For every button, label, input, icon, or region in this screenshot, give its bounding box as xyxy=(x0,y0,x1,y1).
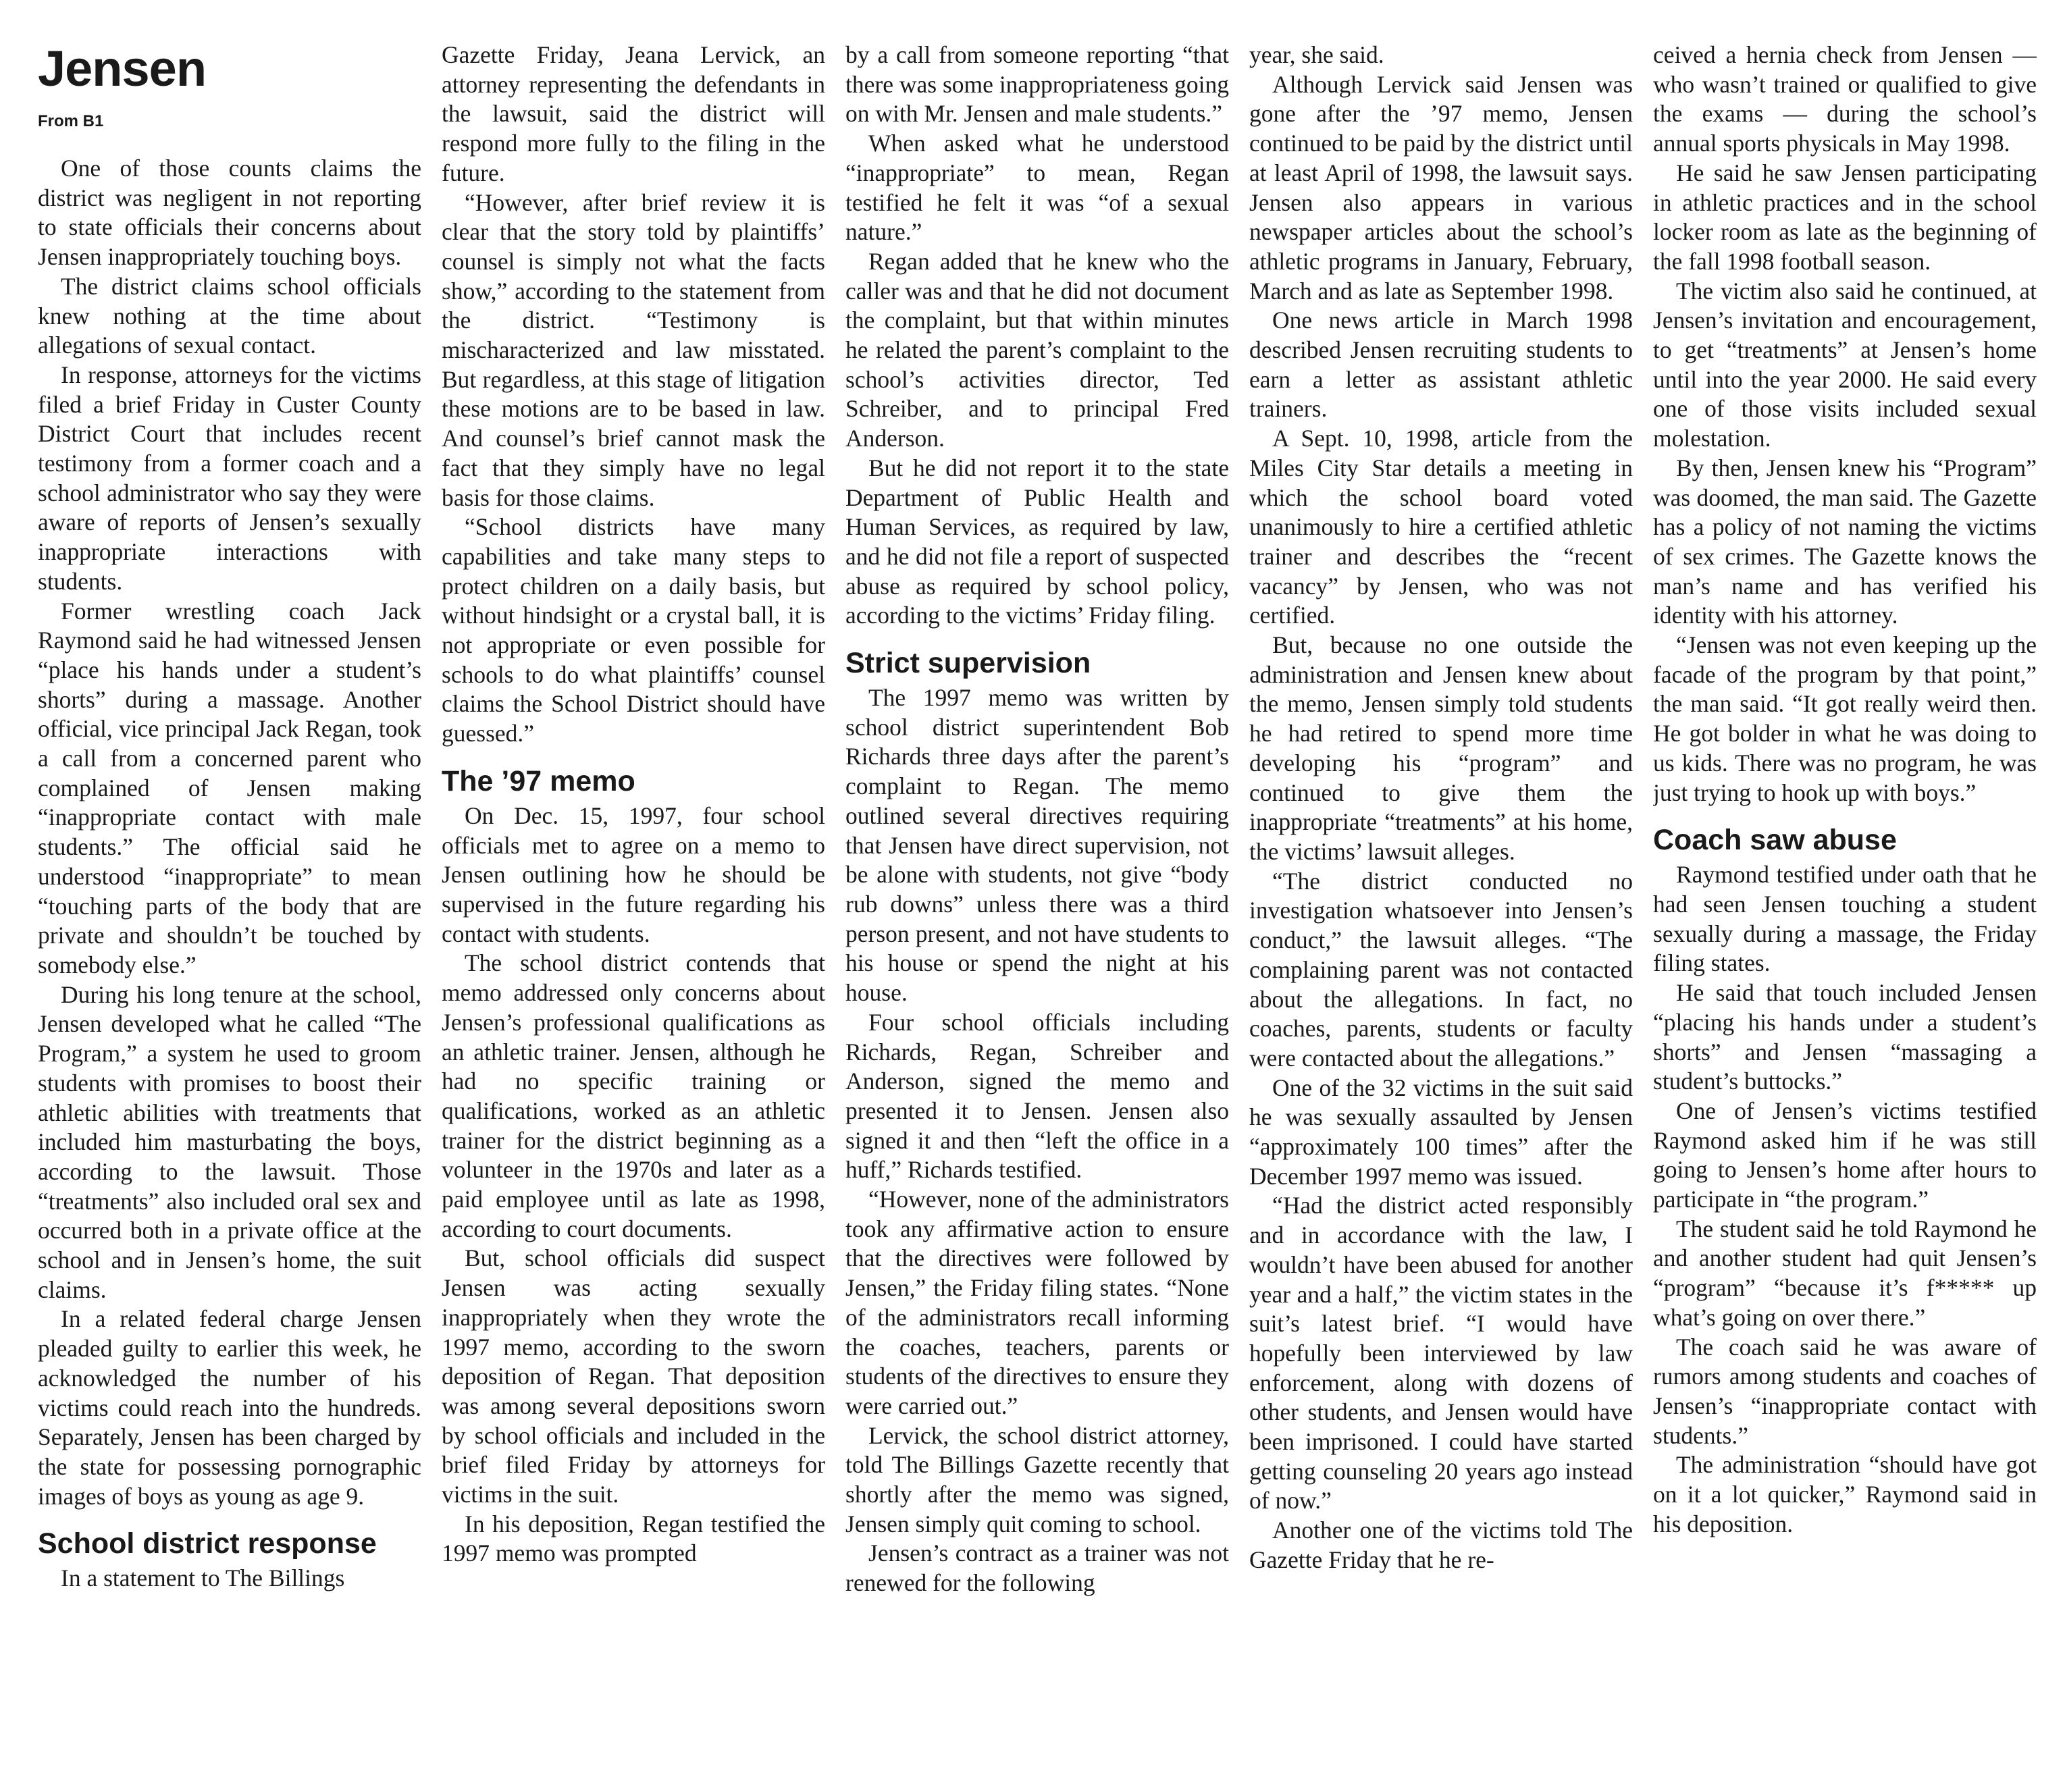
paragraph: The district claims school officials knew nothing at the time about allegations of sexual contact. xyxy=(38,272,421,359)
paragraph: “Jensen was not even keeping up the facade of the program by that point,” the man said. “It got really weird then. He got bolder in what he was doing to us kids. There was no program, he was just trying to hook up with boys.” xyxy=(1653,631,2037,806)
column-2-body xyxy=(442,41,825,1569)
paragraph: ceived a hernia check from Jensen — who wasn’t trained or qualified to give the exams — during the school’s annual sports physicals in May 1998. xyxy=(1653,41,2037,157)
column-4 xyxy=(1249,41,1633,1776)
paragraph: The student said he told Raymond he and another student had quit Jensen’s “program” “because it’s f***** up what’s going on over there.” xyxy=(1653,1215,2037,1331)
paragraph: One of those counts claims the district was negligent in not reporting to state officials their concerns about Jensen inappropriately touching boys. xyxy=(38,155,421,271)
paragraph: During his long tenure at the school, Jensen developed what he called “The Program,” a system he used to groom students with promises to boost their athletic abilities with treatments that included him masturbating the boys, according to the lawsuit. Those “treatments” also included oral sex and occurred both in a private office at the school and in Jensen’s home, the suit claims. xyxy=(38,980,421,1303)
paragraph: “Had the district acted responsibly and in accordance with the law, I wouldn’t have been abused for another year and a half,” the victim states in the suit’s latest brief. “I would have hopefully been interviewed by law enforcement, along with dozens of other students, and Jensen would have been imprisoned. I could have started getting counseling 20 years ago instead of now.” xyxy=(1249,1192,1633,1514)
paragraph: Raymond testified under oath that he had seen Jensen touching a student sexually during a massage, the Friday filing states. xyxy=(1653,861,2037,977)
paragraph: In a related federal charge Jensen pleaded guilty to earlier this week, he acknowledged the number of his victims could reach into the hundreds. Separately, Jensen has been charged by the state for possessing pornographic images of boys as young as age 9. xyxy=(38,1305,421,1510)
subhead: School district response xyxy=(38,1527,377,1560)
paragraph: year, she said. xyxy=(1249,41,1384,68)
column-5 xyxy=(1653,41,2037,1776)
paragraph: “However, none of the administrators took any affirmative action to ensure that the directives were followed by Jensen,” the Friday filing states. “None of the administrators recall informing the coaches, teachers, parents or students of the directives to ensure they were carried out.” xyxy=(845,1186,1229,1419)
paragraph: The school district contends that memo addressed only concerns about Jensen’s professional qualifications as an athletic trainer. Jensen, although he had no specific training or qualifications, worked as an athletic trainer for the district beginning as a volunteer in the 1970s and later as a paid employee until as late as 1998, according to court documents. xyxy=(442,949,825,1242)
paragraph: Lervick, the school district attorney, told The Billings Gazette recently that shortly after the memo was signed, Jensen simply quit coming to school. xyxy=(845,1421,1229,1537)
paragraph: “However, after brief review it is clear that the story told by plaintiffs’ counsel is simply not what the facts show,” according to the statement from the district. “Testimony is mischaracterized and law misstated. But regardless, at this stage of litigation these motions are to be based in law. And counsel’s brief cannot mask the fact that they simply have no legal basis for those claims. xyxy=(442,188,825,511)
jump-line: From B1 xyxy=(38,112,104,130)
paragraph: A Sept. 10, 1998, article from the Miles City Star details a meeting in which the school board voted unanimously to hire a certified athletic trainer and describes the “recent vacancy” by Jensen, who was not certified. xyxy=(1249,425,1633,629)
paragraph: Jensen’s contract as a trainer was not renewed for the following xyxy=(845,1539,1229,1597)
paragraph: But he did not report it to the state Department of Public Health and Human Services, as required by law, and he did not file a report of suspected abuse as required by school policy, according to the victims’ Friday filing. xyxy=(845,454,1229,629)
paragraph: The coach said he was aware of rumors among students and coaches of Jensen’s “inappropriate contact with students.” xyxy=(1653,1333,2037,1449)
paragraph: One of the 32 victims in the suit said he was sexually assaulted by Jensen “approximately 100 times” after the December 1997 memo was issued. xyxy=(1249,1074,1633,1190)
paragraph: But, because no one outside the administration and Jensen knew about the memo, Jensen simply told students he had retired to spend more time developing his “program” and continued to give them the inappropriate “treatments” at his home, the victims’ lawsuit alleges. xyxy=(1249,631,1633,865)
paragraph: Four school officials including Richards, Regan, Schreiber and Anderson, signed the memo and presented it to Jensen. Jensen also signed it and then “left the office in a huff,” Richards testified. xyxy=(845,1008,1229,1184)
paragraph: In response, attorneys for the victims filed a brief Friday in Custer County District Court that includes recent testimony from a former coach and a school administrator who say they were aware of reports of Jensen’s sexually inappropriate interactions with students. xyxy=(38,361,421,595)
column-1-body xyxy=(38,154,421,1593)
paragraph: The administration “should have got on it a lot quicker,” Raymond said in his deposition. xyxy=(1653,1451,2037,1537)
paragraph: Former wrestling coach Jack Raymond said he had witnessed Jensen “place his hands under a student’s shorts” during a massage. Another official, vice principal Jack Regan, took a call from a concerned parent who complained of Jensen making “inappropriate contact with male students.” The official said he understood “inappropriate” to mean “touching parts of the body that are private and shouldn’t be touched by somebody else.” xyxy=(38,597,421,978)
paragraph: “The district conducted no investigation whatsoever into Jensen’s conduct,” the lawsuit alleges. “The complaining parent was not contacted about the allegations. In fact, no coaches, parents, students or faculty were contacted about the allegations.” xyxy=(1249,867,1633,1072)
column-3 xyxy=(845,41,1229,1776)
paragraph: One news article in March 1998 described Jensen recruiting students to earn a letter as assistant athletic trainers. xyxy=(1249,307,1633,423)
column-1 xyxy=(38,41,421,1776)
paragraph: One of Jensen’s victims testified Raymond asked him if he was still going to Jensen’s home after hours to participate in “the program.” xyxy=(1653,1097,2037,1213)
paragraph: But, school officials did suspect Jensen was acting sexually inappropriately when they wrote the 1997 memo, according to the sworn deposition of Regan. That deposition was among several depositions sworn by school officials and included in the brief filed Friday by attorneys for victims in the suit. xyxy=(442,1244,825,1508)
paragraph: In a statement to The Billings xyxy=(61,1564,345,1592)
paragraph: Although Lervick said Jensen was gone after the ’97 memo, Jensen continued to be paid by the district until at least April of 1998, the lawsuit says. Jensen also appears in various newspaper articles about the school’s athletic programs in January, February, March and as late as September 1998. xyxy=(1249,70,1633,305)
paragraph: The victim also said he continued, at Jensen’s invitation and encouragement, to get “treatments” at Jensen’s home until into the year 2000. He said every one of those visits included sexual molestation. xyxy=(1653,277,2037,452)
column-2 xyxy=(442,41,825,1776)
paragraph: In his deposition, Regan testified the 1997 memo was prompted xyxy=(442,1510,825,1567)
newspaper-page xyxy=(38,41,2037,1776)
paragraph: On Dec. 15, 1997, four school officials met to agree on a memo to Jensen outlining how he should be supervised in the future regarding his contact with students. xyxy=(442,801,825,947)
paragraph: He said he saw Jensen participating in athletic practices and in the school locker room as late as the beginning of the fall 1998 football season. xyxy=(1653,159,2037,275)
paragraph: “School districts have many capabilities and take many steps to protect children on a daily basis, but without hindsight or a crystal ball, it is not appropriate or even possible for schools to do what plaintiffs’ counsel claims the School District should have guessed.” xyxy=(442,513,825,747)
paragraph: by a call from someone reporting “that there was some inappropriateness going on with Mr. Jensen and male students.” xyxy=(845,41,1229,128)
subhead: Strict supervision xyxy=(845,647,1091,680)
paragraph: Gazette Friday, Jeana Lervick, an attorney representing the defendants in the lawsuit, said the district will respond more fully to the filing in the future. xyxy=(442,41,825,186)
paragraph: The 1997 memo was written by school district superintendent Bob Richards three days after the parent’s complaint to Regan. The memo outlined several directives requiring that Jensen have direct supervision, not be alone with students, not give “body rub downs” unless there was a third person present, and not have students to his house or spend the night at his house. xyxy=(845,684,1229,1007)
paragraph: Another one of the victims told The Gazette Friday that he re- xyxy=(1249,1517,1633,1573)
column-3-body xyxy=(845,41,1229,1598)
paragraph: By then, Jensen knew his “Program” was doomed, the man said. The Gazette has a policy of not naming the victims of sex crimes. The Gazette knows the man’s name and has verified his identity with his attorney. xyxy=(1653,454,2037,629)
column-5-body xyxy=(1653,41,2037,1539)
column-4-body xyxy=(1249,41,1633,1575)
paragraph: Regan added that he knew who the caller was and that he did not document the complaint, but that within minutes he related the parent’s complaint to the school’s activities director, Ted Schreiber, and to principal Fred Anderson. xyxy=(845,247,1229,452)
paragraph: When asked what he understood “inappropriate” to mean, Regan testified he felt it was “of a sexual nature.” xyxy=(845,130,1229,246)
subhead: Coach saw abuse xyxy=(1653,824,1897,857)
paragraph: He said that touch included Jensen “placing his hands under a student’s shorts” and Jensen “massaging a student’s buttocks.” xyxy=(1653,979,2037,1095)
headline: Jensen xyxy=(38,41,207,97)
subhead: The ’97 memo xyxy=(442,764,635,797)
